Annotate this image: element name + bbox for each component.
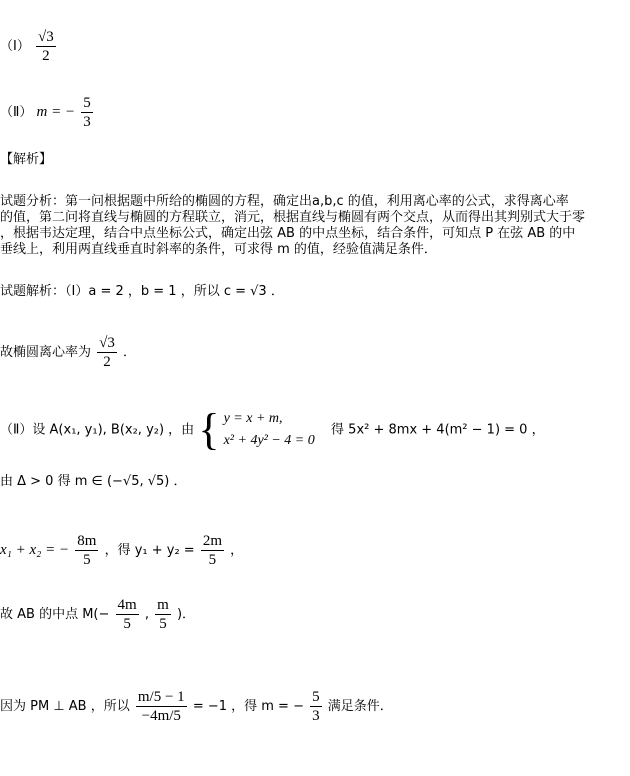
solution-label: 试题解析： (0, 284, 66, 299)
fraction-denominator: 5 (123, 616, 131, 632)
solution-line-7 (0, 688, 393, 725)
fraction-denominator: 5 (83, 552, 91, 568)
midpoint-y-fraction (155, 596, 171, 633)
system-intro: （Ⅱ）设 A(x₁, y₁), B(x₂, y₂) ，由 (0, 422, 195, 438)
fraction-denominator: 2 (103, 354, 111, 370)
solution-line-3 (0, 405, 545, 454)
perpendicular-text: 因为 PM ⊥ AB ，所以 (0, 699, 130, 714)
solution-line-5 (0, 532, 243, 569)
fraction-denominator: −4m/5 (141, 708, 181, 724)
idea-line-4: 垂线上，利用两直线垂直时斜率的条件，可求得 m 的值，经验值满足条件． (0, 242, 437, 257)
brace-symbol: { (198, 405, 220, 454)
vieta-end: ， (230, 543, 244, 558)
vieta-sum-y: ，得 y₁ + y₂ = (104, 543, 195, 558)
final-m-fraction (310, 688, 322, 725)
answer-part2-label: （Ⅱ） (0, 105, 33, 120)
answer-part1-fraction (36, 28, 56, 65)
fraction-numerator: 2m (202, 533, 223, 549)
idea-text-1: 第一问根据题中所给的椭圆的方程，确定出a,b,c 的值，利用离心率的公式，求得离心率 (65, 194, 569, 209)
idea-line-1 (0, 194, 569, 210)
answer-part2-fraction (81, 94, 93, 131)
midpoint-end: )． (176, 607, 196, 622)
eccentricity-end: ． (123, 345, 137, 360)
idea-line-3: ，根据韦达定理，结合中点坐标公式，确定出弦 AB 的中点坐标，结合条件，可知点 P 在弦 AB 的中 (0, 226, 576, 241)
answer-part2-lhs: m = − (36, 104, 76, 120)
sum-x-fraction (75, 532, 98, 569)
idea-label: 试题分析： (0, 194, 66, 209)
equation-line: x² + 4y² − 4 = 0 (223, 433, 315, 448)
idea-line-2: 的值，第二问将直线与椭圆的方程联立，消元，根据直线与椭圆有两个交点，从而得出其判别式大于零 (0, 210, 586, 225)
solution-step-1: （Ⅰ）a = 2 ，b = 1 ，所以 c = √3 ． (65, 284, 284, 299)
fraction-numerator: 8m (77, 533, 97, 549)
vieta-sum-x: x₁ + x₂ = − (0, 542, 70, 558)
fraction-numerator: 4m (117, 597, 137, 613)
eccentricity-text: 故椭圆离心率为 (0, 345, 92, 360)
solution-line-1 (0, 284, 284, 300)
answer-part2 (0, 94, 95, 131)
fraction-numerator: √3 (37, 29, 54, 45)
slope-fraction (136, 688, 187, 725)
fraction-numerator: m (157, 597, 169, 613)
equation-system (224, 408, 315, 452)
solution-line-4: 由 Δ > 0 得 m ∈ (−√5, √5) ． (0, 474, 187, 489)
fraction-denominator: 2 (42, 48, 50, 64)
fraction-denominator: 5 (159, 616, 167, 632)
midpoint-x-fraction (116, 596, 139, 633)
midpoint-text: 故 AB 的中点 M(− (0, 607, 110, 622)
slope-equation: = −1 ，得 m = − (192, 699, 304, 714)
analysis-heading: 【解析】 (0, 152, 53, 167)
fraction-numerator: 5 (83, 95, 91, 111)
fraction-numerator: 5 (312, 689, 320, 705)
midpoint-comma: , (144, 607, 149, 622)
solution-line-2 (0, 334, 136, 371)
sum-y-fraction (201, 532, 224, 569)
answer-part1 (0, 28, 58, 65)
fraction-denominator: 5 (208, 552, 217, 568)
fraction-denominator: 3 (83, 114, 91, 130)
fraction-numerator: m/5 − 1 (137, 689, 185, 705)
equation-line: y = x + m, (223, 411, 283, 426)
quadratic-result: 得 5x² + 8mx + 4(m² − 1) = 0 ， (331, 422, 545, 438)
fraction-denominator: 3 (312, 708, 320, 724)
solution-line-6 (0, 596, 195, 633)
eccentricity-fraction (97, 334, 117, 371)
answer-part1-label: （Ⅰ） (0, 39, 30, 54)
conclusion-text: 满足条件． (327, 699, 393, 714)
fraction-numerator: √3 (99, 335, 115, 351)
